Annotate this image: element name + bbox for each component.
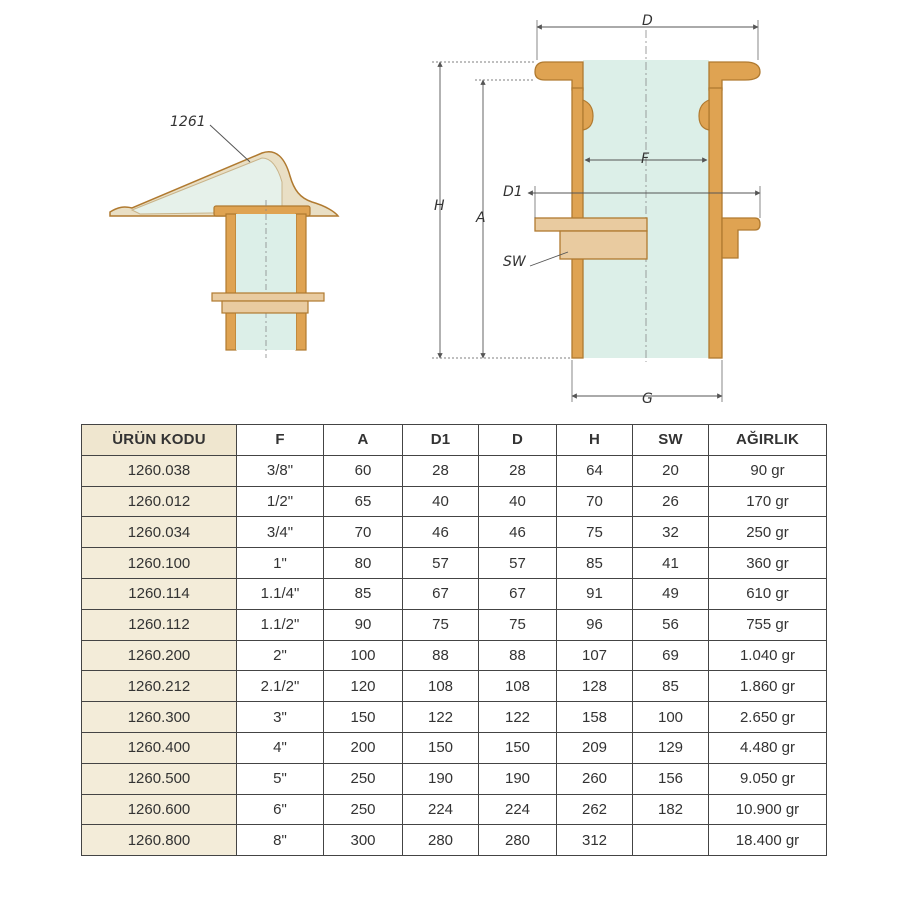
cell-col-product-code: 1260.112 bbox=[82, 609, 237, 640]
cell-col-d1: 150 bbox=[403, 732, 479, 763]
cell-col-a: 250 bbox=[324, 763, 403, 794]
cell-col-h: 96 bbox=[557, 609, 633, 640]
cell-col-sw: 100 bbox=[633, 702, 709, 733]
dim-H-label: H bbox=[434, 198, 445, 214]
cell-col-d1: 57 bbox=[403, 548, 479, 579]
cell-col-d1: 88 bbox=[403, 640, 479, 671]
right-flange-left bbox=[535, 62, 583, 90]
cell-col-h: 70 bbox=[557, 486, 633, 517]
left-nut-body bbox=[222, 301, 308, 313]
right-nut-body bbox=[560, 231, 647, 259]
cell-col-sw: 49 bbox=[633, 578, 709, 609]
cell-col-d: 57 bbox=[479, 548, 557, 579]
table-row bbox=[82, 794, 827, 825]
cell-col-f: 1.1/4" bbox=[237, 578, 324, 609]
right-nut-flange bbox=[535, 218, 647, 231]
table-row bbox=[82, 640, 827, 671]
cap-assembly-drawing bbox=[110, 114, 338, 358]
cell-col-d: 46 bbox=[479, 517, 557, 548]
cell-col-f: 3/4" bbox=[237, 517, 324, 548]
cell-col-d1: 67 bbox=[403, 578, 479, 609]
right-nut-side bbox=[722, 218, 760, 258]
cell-col-d: 75 bbox=[479, 609, 557, 640]
header-col-d: D bbox=[479, 425, 557, 456]
cell-col-h: 85 bbox=[557, 548, 633, 579]
cell-col-product-code: 1260.212 bbox=[82, 671, 237, 702]
table-header-row bbox=[82, 425, 827, 456]
cell-col-f: 5" bbox=[237, 763, 324, 794]
cell-col-weight: 1.040 gr bbox=[709, 640, 827, 671]
table-row bbox=[82, 517, 827, 548]
product-spec-table bbox=[81, 424, 827, 856]
cell-col-product-code: 1260.300 bbox=[82, 702, 237, 733]
cell-col-a: 150 bbox=[324, 702, 403, 733]
cell-col-product-code: 1260.114 bbox=[82, 578, 237, 609]
cell-col-d: 190 bbox=[479, 763, 557, 794]
cell-col-weight: 610 gr bbox=[709, 578, 827, 609]
cell-col-d1: 46 bbox=[403, 517, 479, 548]
cell-col-a: 70 bbox=[324, 517, 403, 548]
cell-col-h: 312 bbox=[557, 825, 633, 856]
cell-col-weight: 10.900 gr bbox=[709, 794, 827, 825]
cell-col-product-code: 1260.500 bbox=[82, 763, 237, 794]
cell-col-a: 300 bbox=[324, 825, 403, 856]
cell-col-weight: 4.480 gr bbox=[709, 732, 827, 763]
cell-col-d: 150 bbox=[479, 732, 557, 763]
cell-col-product-code: 1260.400 bbox=[82, 732, 237, 763]
table-row bbox=[82, 702, 827, 733]
cell-col-d1: 280 bbox=[403, 825, 479, 856]
cell-col-h: 91 bbox=[557, 578, 633, 609]
cell-col-sw bbox=[633, 825, 709, 856]
cell-col-h: 158 bbox=[557, 702, 633, 733]
cap-leader-line bbox=[210, 125, 250, 162]
table-row bbox=[82, 548, 827, 579]
cell-col-h: 209 bbox=[557, 732, 633, 763]
cell-col-sw: 41 bbox=[633, 548, 709, 579]
cell-col-a: 60 bbox=[324, 455, 403, 486]
table-row bbox=[82, 732, 827, 763]
cell-col-d1: 122 bbox=[403, 702, 479, 733]
cell-col-d: 67 bbox=[479, 578, 557, 609]
dim-G-label: G bbox=[642, 391, 653, 407]
dim-D-label: D bbox=[642, 13, 653, 29]
cell-col-a: 90 bbox=[324, 609, 403, 640]
cell-col-f: 8" bbox=[237, 825, 324, 856]
cell-col-d1: 224 bbox=[403, 794, 479, 825]
header-col-product-code: ÜRÜN KODU bbox=[82, 425, 237, 456]
cell-col-weight: 1.860 gr bbox=[709, 671, 827, 702]
dim-D1-label: D1 bbox=[503, 184, 523, 200]
cell-col-d: 88 bbox=[479, 640, 557, 671]
cell-col-d1: 75 bbox=[403, 609, 479, 640]
cell-col-weight: 2.650 gr bbox=[709, 702, 827, 733]
table-row bbox=[82, 763, 827, 794]
cell-col-d: 40 bbox=[479, 486, 557, 517]
header-col-weight: AĞIRLIK bbox=[709, 425, 827, 456]
header-col-f: F bbox=[237, 425, 324, 456]
cell-col-a: 100 bbox=[324, 640, 403, 671]
cell-col-a: 80 bbox=[324, 548, 403, 579]
cell-col-weight: 360 gr bbox=[709, 548, 827, 579]
cell-col-d1: 28 bbox=[403, 455, 479, 486]
cell-col-d: 224 bbox=[479, 794, 557, 825]
header-col-sw: SW bbox=[633, 425, 709, 456]
cell-col-h: 64 bbox=[557, 455, 633, 486]
left-nut-flange bbox=[212, 293, 324, 301]
cell-col-sw: 56 bbox=[633, 609, 709, 640]
cell-col-product-code: 1260.012 bbox=[82, 486, 237, 517]
cell-col-f: 1.1/2" bbox=[237, 609, 324, 640]
cell-col-d1: 40 bbox=[403, 486, 479, 517]
cell-col-product-code: 1260.034 bbox=[82, 517, 237, 548]
cell-col-sw: 69 bbox=[633, 640, 709, 671]
cell-col-d1: 190 bbox=[403, 763, 479, 794]
cell-col-weight: 250 gr bbox=[709, 517, 827, 548]
cell-col-h: 262 bbox=[557, 794, 633, 825]
cell-col-sw: 20 bbox=[633, 455, 709, 486]
table-row bbox=[82, 455, 827, 486]
cell-col-weight: 170 gr bbox=[709, 486, 827, 517]
cell-col-weight: 18.400 gr bbox=[709, 825, 827, 856]
cell-col-h: 128 bbox=[557, 671, 633, 702]
cell-col-product-code: 1260.038 bbox=[82, 455, 237, 486]
cell-col-sw: 182 bbox=[633, 794, 709, 825]
table-row bbox=[82, 609, 827, 640]
cell-col-weight: 9.050 gr bbox=[709, 763, 827, 794]
table-row bbox=[82, 671, 827, 702]
cap-model-label: 1261 bbox=[170, 114, 206, 130]
cell-col-f: 6" bbox=[237, 794, 324, 825]
cell-col-weight: 90 gr bbox=[709, 455, 827, 486]
right-flange-right bbox=[709, 62, 760, 90]
cell-col-a: 120 bbox=[324, 671, 403, 702]
cell-col-d1: 108 bbox=[403, 671, 479, 702]
cell-col-a: 85 bbox=[324, 578, 403, 609]
cell-col-f: 3/8" bbox=[237, 455, 324, 486]
cell-col-f: 2" bbox=[237, 640, 324, 671]
cell-col-product-code: 1260.100 bbox=[82, 548, 237, 579]
cell-col-a: 65 bbox=[324, 486, 403, 517]
cell-col-f: 4" bbox=[237, 732, 324, 763]
cell-col-f: 1/2" bbox=[237, 486, 324, 517]
header-col-a: A bbox=[324, 425, 403, 456]
cell-col-sw: 85 bbox=[633, 671, 709, 702]
cell-col-sw: 26 bbox=[633, 486, 709, 517]
cell-col-sw: 32 bbox=[633, 517, 709, 548]
right-pipe-wall-right bbox=[709, 88, 722, 358]
table-row bbox=[82, 486, 827, 517]
cell-col-h: 260 bbox=[557, 763, 633, 794]
cell-col-a: 250 bbox=[324, 794, 403, 825]
dim-F-label: F bbox=[641, 151, 650, 167]
dimensioned-drawing bbox=[432, 13, 760, 407]
table-row bbox=[82, 825, 827, 856]
cell-col-sw: 156 bbox=[633, 763, 709, 794]
cell-col-product-code: 1260.200 bbox=[82, 640, 237, 671]
cell-col-f: 1" bbox=[237, 548, 324, 579]
header-col-d1: D1 bbox=[403, 425, 479, 456]
left-pipe-wall-right bbox=[296, 214, 306, 350]
cell-col-f: 3" bbox=[237, 702, 324, 733]
cell-col-h: 107 bbox=[557, 640, 633, 671]
cell-col-h: 75 bbox=[557, 517, 633, 548]
left-pipe-wall-left bbox=[226, 214, 236, 350]
dim-SW-label: SW bbox=[503, 254, 526, 270]
dim-A-label: A bbox=[476, 210, 486, 226]
cell-col-d: 122 bbox=[479, 702, 557, 733]
cell-col-weight: 755 gr bbox=[709, 609, 827, 640]
table-body bbox=[82, 455, 827, 855]
cell-col-f: 2.1/2" bbox=[237, 671, 324, 702]
cell-col-product-code: 1260.800 bbox=[82, 825, 237, 856]
table-row bbox=[82, 578, 827, 609]
cell-col-a: 200 bbox=[324, 732, 403, 763]
cell-col-product-code: 1260.600 bbox=[82, 794, 237, 825]
cell-col-d: 280 bbox=[479, 825, 557, 856]
technical-drawing bbox=[0, 0, 900, 420]
header-col-h: H bbox=[557, 425, 633, 456]
cell-col-sw: 129 bbox=[633, 732, 709, 763]
cell-col-d: 108 bbox=[479, 671, 557, 702]
cell-col-d: 28 bbox=[479, 455, 557, 486]
